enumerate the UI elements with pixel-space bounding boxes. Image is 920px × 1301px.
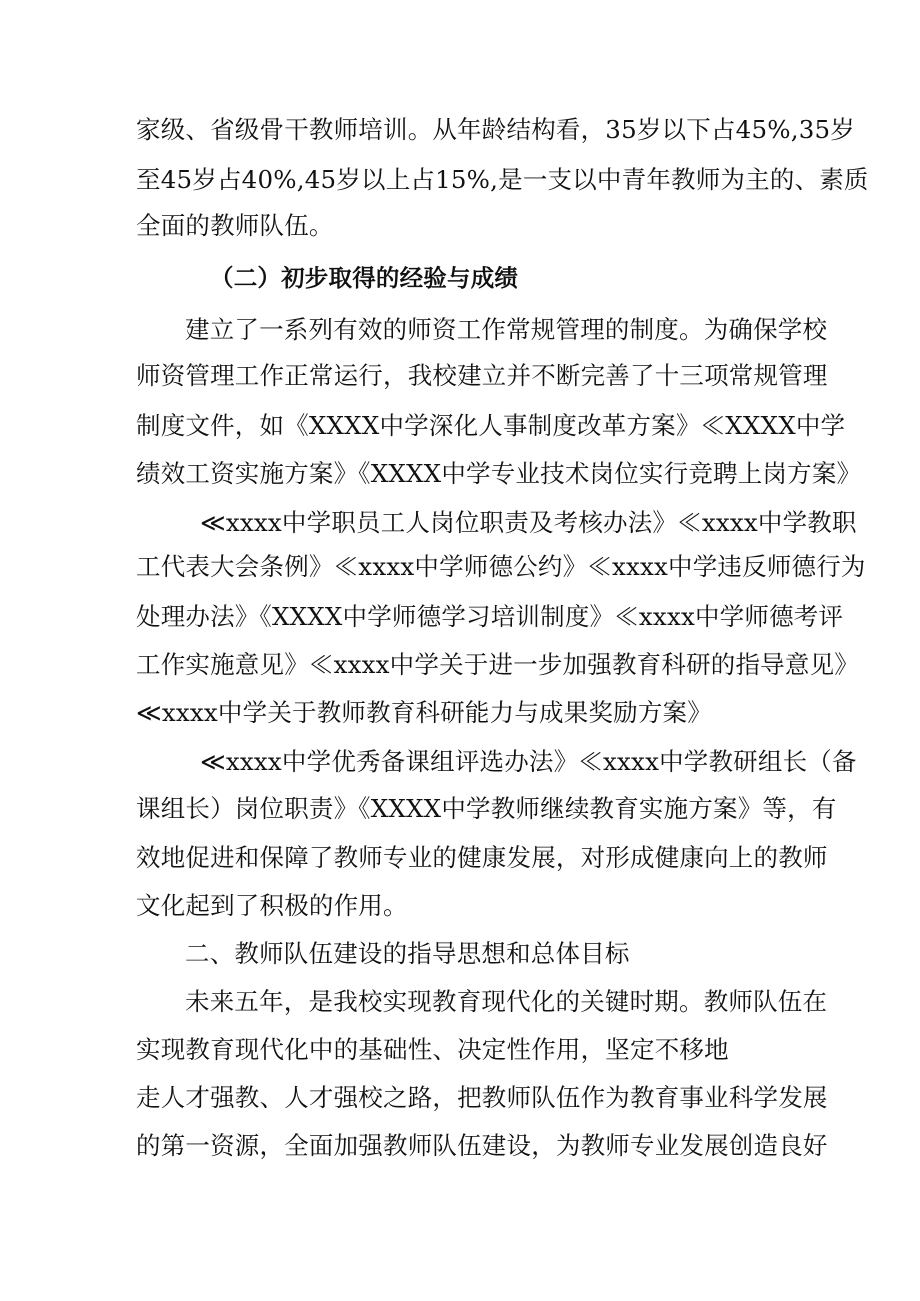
section-heading-experience: （二）初步取得的经验与成绩: [210, 264, 519, 292]
paragraph-line-3: 全面的教师队伍。: [136, 211, 334, 240]
paragraph-line-10: 工代表大会条例》≪xxxx中学师德公约》≪xxxx中学违反师德行为: [136, 552, 866, 581]
paragraph-line-13: ≪xxxx中学关于教师教育科研能力与成果奖励方案》: [136, 698, 712, 727]
paragraph-line-21: 走人才强教、人才强校之路，把教师队伍作为教育事业科学发展: [136, 1083, 828, 1112]
paragraph-line-1: 家级、省级骨干教师培训。从年龄结构看，35岁以下占45%,35岁: [136, 115, 855, 144]
paragraph-line-2: 至45岁占40%,45岁以上占15%,是一支以中青年教师为主的、素质: [136, 165, 869, 194]
paragraph-line-5: 建立了一系列有效的师资工作常规管理的制度。为确保学校: [185, 315, 828, 344]
paragraph-line-12: 工作实施意见》≪xxxx中学关于进一步加强教育科研的指导意见》: [136, 650, 859, 679]
paragraph-line-14: ≪xxxx中学优秀备课组评选办法》≪xxxx中学教研组长（备: [200, 747, 857, 776]
paragraph-line-8: 绩效工资实施方案》《XXXX中学专业技术岗位实行竞聘上岗方案》: [136, 459, 862, 488]
paragraph-line-17: 文化起到了积极的作用。: [136, 891, 408, 920]
paragraph-line-11: 处理办法》《XXXX中学师德学习培训制度》≪xxxx中学师德考评: [136, 602, 844, 631]
paragraph-line-15: 课组长）岗位职责》《XXXX中学教师继续教育实施方案》等，有: [136, 794, 837, 823]
paragraph-line-19: 未来五年，是我校实现教育现代化的关键时期。教师队伍在: [185, 987, 828, 1016]
paragraph-line-6: 师资管理工作正常运行，我校建立并不断完善了十三项常规管理: [136, 361, 828, 390]
paragraph-line-22: 的第一资源，全面加强教师队伍建设，为教师专业发展创造良好: [136, 1131, 828, 1160]
paragraph-line-20: 实现教育现代化中的基础性、决定性作用，坚定不移地: [136, 1035, 729, 1064]
section-heading-guiding-ideology: 二、教师队伍建设的指导思想和总体目标: [185, 939, 630, 968]
paragraph-line-9: ≪xxxx中学职员工人岗位职责及考核办法》≪xxxx中学教职: [200, 508, 857, 537]
paragraph-line-7: 制度文件，如《XXXX中学深化人事制度改革方案》≪XXXX中学: [136, 411, 846, 440]
paragraph-line-16: 效地促进和保障了教师专业的健康发展，对形成健康向上的教师: [136, 843, 828, 872]
